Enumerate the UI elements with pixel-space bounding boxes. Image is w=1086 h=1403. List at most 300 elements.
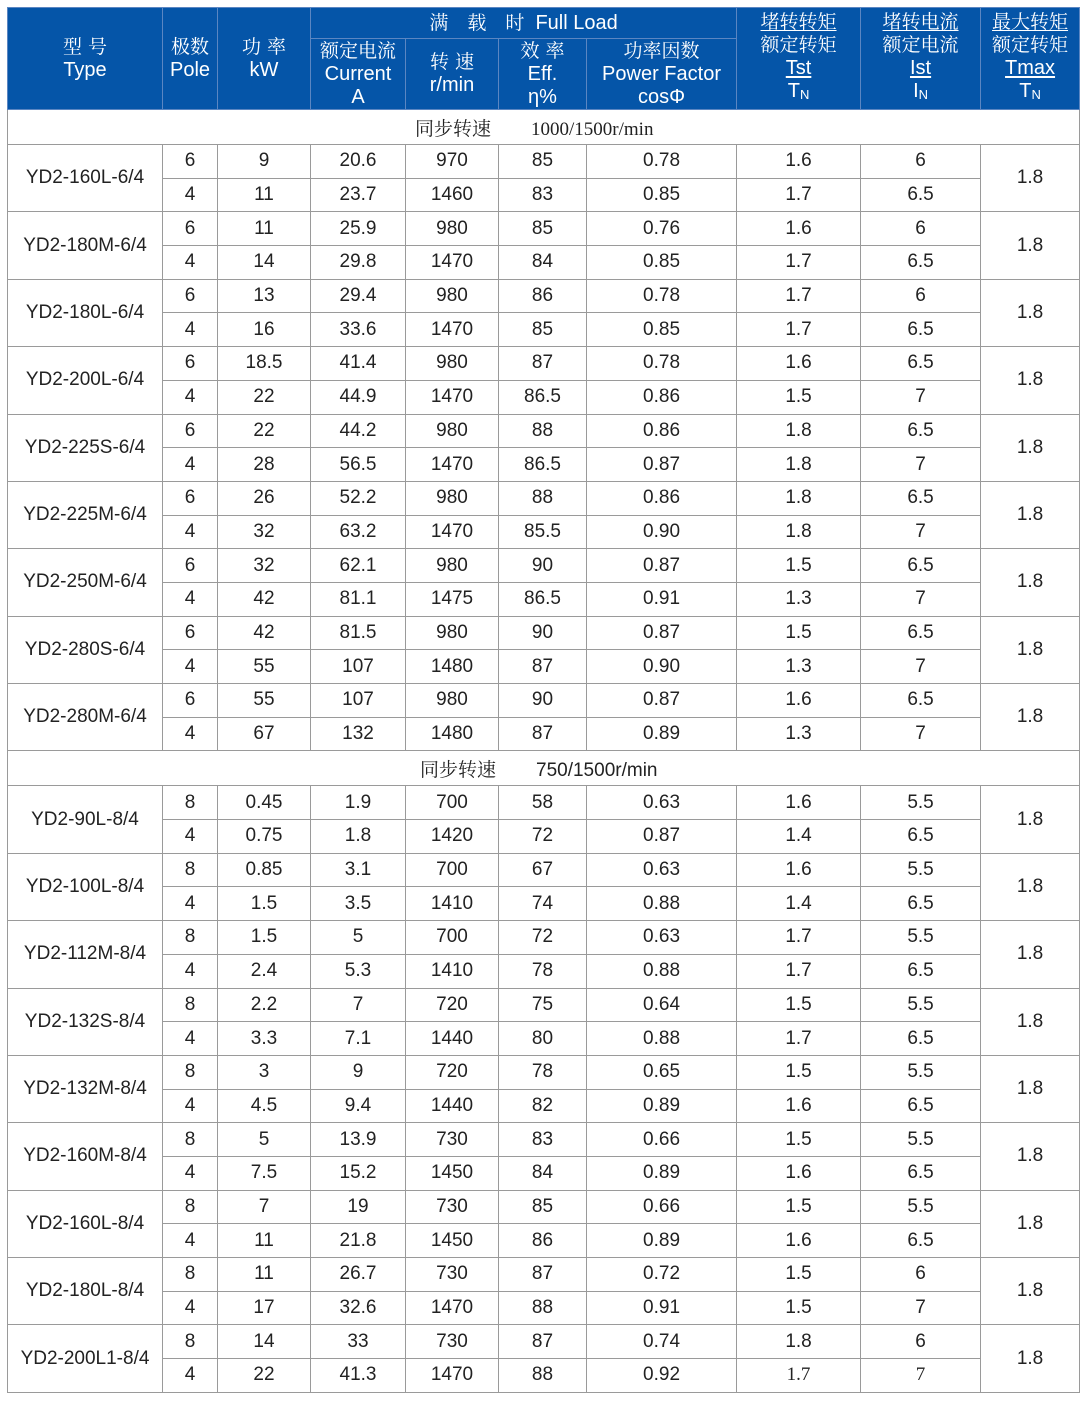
cell-a: 5.3 [311, 954, 406, 988]
cell-tst: 1.7 [737, 1359, 861, 1393]
cell-ist: 6.5 [861, 616, 981, 650]
cell-kw: 1.5 [218, 921, 311, 955]
cell-a: 25.9 [311, 212, 406, 246]
cell-tst: 1.5 [737, 380, 861, 414]
cell-pole: 4 [163, 448, 218, 482]
cell-tst: 1.8 [737, 1325, 861, 1359]
cell-eff: 82 [499, 1089, 587, 1123]
cell-pf: 0.86 [587, 414, 737, 448]
cell-kw: 7 [218, 1190, 311, 1224]
cell-kw: 4.5 [218, 1089, 311, 1123]
cell-pf: 0.63 [587, 921, 737, 955]
cell-rpm: 700 [406, 853, 499, 887]
cell-rpm: 1470 [406, 1359, 499, 1393]
cell-pf: 0.87 [587, 549, 737, 583]
cell-a: 1.9 [311, 786, 406, 820]
cell-pf: 0.85 [587, 313, 737, 347]
cell-tst: 1.7 [737, 954, 861, 988]
cell-tst: 1.6 [737, 1089, 861, 1123]
cell-pf: 0.87 [587, 616, 737, 650]
cell-ist: 6.5 [861, 1224, 981, 1258]
table-row [8, 549, 1080, 583]
cell-pole: 4 [163, 1089, 218, 1123]
cell-a: 41.4 [311, 347, 406, 381]
table-row [8, 853, 1080, 887]
cell-eff: 87 [499, 347, 587, 381]
cell-ist: 6.5 [861, 820, 981, 854]
cell-a: 41.3 [311, 1359, 406, 1393]
cell-model: YD2-250M-6/4 [8, 549, 163, 616]
cell-pole: 8 [163, 1055, 218, 1089]
cell-rpm: 1475 [406, 582, 499, 616]
cell-a: 33.6 [311, 313, 406, 347]
cell-pole: 6 [163, 481, 218, 515]
cell-kw: 14 [218, 246, 311, 280]
section-label-cn: 同步转速 [420, 758, 497, 781]
header-type-cn: 型 号 [62, 35, 108, 58]
cell-kw: 16 [218, 313, 311, 347]
cell-pole: 4 [163, 1156, 218, 1190]
cell-tst: 1.3 [737, 650, 861, 684]
cell-eff: 83 [499, 1123, 587, 1157]
cell-rpm: 1470 [406, 246, 499, 280]
cell-pf: 0.78 [587, 279, 737, 313]
cell-kw: 5 [218, 1123, 311, 1157]
cell-kw: 55 [218, 650, 311, 684]
cell-pf: 0.63 [587, 853, 737, 887]
cell-pole: 4 [163, 246, 218, 280]
cell-rpm: 730 [406, 1123, 499, 1157]
cell-pf: 0.89 [587, 1224, 737, 1258]
cell-rpm: 980 [406, 212, 499, 246]
cell-kw: 32 [218, 515, 311, 549]
cell-kw: 11 [218, 212, 311, 246]
header-pole-en: Pole [169, 58, 211, 81]
cell-eff: 86.5 [499, 380, 587, 414]
cell-eff: 74 [499, 887, 587, 921]
cell-ist: 6 [861, 1325, 981, 1359]
table-row [8, 246, 1080, 280]
cell-eff: 78 [499, 954, 587, 988]
table-row [8, 616, 1080, 650]
cell-eff: 58 [499, 786, 587, 820]
table-row [8, 1291, 1080, 1325]
cell-tmax: 1.8 [981, 1258, 1080, 1325]
cell-kw: 14 [218, 1325, 311, 1359]
cell-eff: 85 [499, 313, 587, 347]
table-row [8, 515, 1080, 549]
cell-kw: 22 [218, 380, 311, 414]
header-current-cn: 额定电流 [319, 39, 396, 62]
table-row [8, 481, 1080, 515]
cell-pole: 6 [163, 279, 218, 313]
cell-ist: 6.5 [861, 1156, 981, 1190]
cell-eff: 87 [499, 1325, 587, 1359]
header-tst-den-t: T [787, 80, 800, 102]
cell-pf: 0.88 [587, 887, 737, 921]
cell-model: YD2-200L-6/4 [8, 347, 163, 414]
cell-eff: 86 [499, 279, 587, 313]
table-row [8, 717, 1080, 751]
cell-eff: 84 [499, 1156, 587, 1190]
table-row [8, 1325, 1080, 1359]
cell-a: 7 [311, 988, 406, 1022]
cell-tst: 1.6 [737, 145, 861, 179]
cell-pole: 8 [163, 1190, 218, 1224]
cell-rpm: 1470 [406, 313, 499, 347]
cell-rpm: 980 [406, 616, 499, 650]
cell-a: 9.4 [311, 1089, 406, 1123]
header-ist [861, 8, 981, 110]
cell-rpm: 1480 [406, 650, 499, 684]
cell-pf: 0.78 [587, 145, 737, 179]
cell-rpm: 1460 [406, 178, 499, 212]
cell-kw: 2.4 [218, 954, 311, 988]
cell-pole: 4 [163, 820, 218, 854]
cell-pf: 0.87 [587, 684, 737, 718]
cell-rpm: 700 [406, 921, 499, 955]
table-row [8, 1123, 1080, 1157]
table-row [8, 887, 1080, 921]
cell-kw: 11 [218, 1258, 311, 1292]
header-tmax-top: 最大转矩 [992, 11, 1069, 33]
cell-model: YD2-200L1-8/4 [8, 1325, 163, 1392]
cell-model: YD2-112M-8/4 [8, 921, 163, 988]
header-pf [587, 39, 737, 110]
cell-rpm: 1420 [406, 820, 499, 854]
cell-kw: 2.2 [218, 988, 311, 1022]
cell-ist: 6.5 [861, 178, 981, 212]
cell-tmax: 1.8 [981, 1123, 1080, 1190]
table-row [8, 313, 1080, 347]
cell-pf: 0.90 [587, 650, 737, 684]
cell-pf: 0.86 [587, 380, 737, 414]
motor-spec-table [7, 7, 1080, 1393]
cell-pole: 6 [163, 684, 218, 718]
cell-a: 107 [311, 650, 406, 684]
cell-tmax: 1.8 [981, 853, 1080, 920]
table-row [8, 448, 1080, 482]
cell-a: 3.1 [311, 853, 406, 887]
cell-ist: 5.5 [861, 1190, 981, 1224]
section-label [8, 110, 1080, 145]
cell-kw: 22 [218, 1359, 311, 1393]
cell-ist: 7 [861, 717, 981, 751]
cell-ist: 5.5 [861, 1123, 981, 1157]
cell-pf: 0.66 [587, 1190, 737, 1224]
cell-pole: 4 [163, 1022, 218, 1056]
cell-model: YD2-225M-6/4 [8, 481, 163, 548]
cell-kw: 32 [218, 549, 311, 583]
cell-kw: 22 [218, 414, 311, 448]
cell-model: YD2-280S-6/4 [8, 616, 163, 683]
cell-a: 1.8 [311, 820, 406, 854]
cell-ist: 6.5 [861, 1022, 981, 1056]
table-row [8, 786, 1080, 820]
header-tst [737, 8, 861, 110]
cell-eff: 90 [499, 616, 587, 650]
cell-pole: 8 [163, 786, 218, 820]
header-pole [163, 8, 218, 110]
cell-eff: 72 [499, 820, 587, 854]
cell-rpm: 730 [406, 1258, 499, 1292]
cell-ist: 6 [861, 279, 981, 313]
cell-pole: 4 [163, 380, 218, 414]
cell-ist: 7 [861, 1359, 981, 1393]
cell-tst: 1.7 [737, 313, 861, 347]
cell-rpm: 1450 [406, 1224, 499, 1258]
cell-a: 5 [311, 921, 406, 955]
cell-rpm: 720 [406, 988, 499, 1022]
cell-a: 21.8 [311, 1224, 406, 1258]
header-tst-den-sub: N [799, 87, 810, 102]
cell-eff: 88 [499, 414, 587, 448]
cell-pole: 4 [163, 650, 218, 684]
cell-tst: 1.5 [737, 1055, 861, 1089]
cell-pole: 4 [163, 313, 218, 347]
header-full-load-cn: 满 载 时 [429, 11, 525, 34]
cell-model: YD2-132S-8/4 [8, 988, 163, 1055]
cell-eff: 88 [499, 481, 587, 515]
cell-a: 44.2 [311, 414, 406, 448]
cell-kw: 0.75 [218, 820, 311, 854]
table-row [8, 380, 1080, 414]
header-tmax-bottom: 额定转矩 [992, 34, 1069, 56]
cell-a: 33 [311, 1325, 406, 1359]
cell-ist: 7 [861, 515, 981, 549]
header-tmax-den-t: T [1019, 80, 1032, 102]
cell-pf: 0.74 [587, 1325, 737, 1359]
cell-pf: 0.89 [587, 1156, 737, 1190]
cell-rpm: 980 [406, 481, 499, 515]
table-row [8, 145, 1080, 179]
cell-pole: 6 [163, 549, 218, 583]
section-label-speed: 750/1500r/min [536, 759, 658, 781]
cell-kw: 26 [218, 481, 311, 515]
cell-tmax: 1.8 [981, 414, 1080, 481]
cell-tst: 1.5 [737, 1291, 861, 1325]
cell-tst: 1.6 [737, 1156, 861, 1190]
cell-model: YD2-180L-6/4 [8, 279, 163, 346]
cell-pole: 4 [163, 1359, 218, 1393]
cell-kw: 9 [218, 145, 311, 179]
cell-pf: 0.64 [587, 988, 737, 1022]
cell-ist: 6.5 [861, 887, 981, 921]
table-row [8, 684, 1080, 718]
cell-rpm: 1470 [406, 448, 499, 482]
header-tst-num: Tst [785, 57, 812, 79]
cell-pole: 6 [163, 212, 218, 246]
table-row [8, 1224, 1080, 1258]
cell-eff: 85.5 [499, 515, 587, 549]
cell-pole: 4 [163, 515, 218, 549]
cell-tst: 1.3 [737, 582, 861, 616]
cell-tst: 1.5 [737, 1258, 861, 1292]
table-header [8, 8, 1080, 110]
cell-model: YD2-90L-8/4 [8, 786, 163, 853]
table-row [8, 954, 1080, 988]
header-tst-bottom: 额定转矩 [760, 34, 837, 56]
cell-tst: 1.5 [737, 988, 861, 1022]
cell-pole: 6 [163, 145, 218, 179]
cell-pf: 0.63 [587, 786, 737, 820]
cell-eff: 90 [499, 684, 587, 718]
cell-kw: 0.45 [218, 786, 311, 820]
cell-tst: 1.4 [737, 887, 861, 921]
cell-ist: 5.5 [861, 921, 981, 955]
cell-model: YD2-132M-8/4 [8, 1055, 163, 1122]
header-eff-en: Eff. [527, 62, 558, 85]
header-power [218, 8, 311, 110]
table-row [8, 1156, 1080, 1190]
cell-a: 9 [311, 1055, 406, 1089]
cell-pf: 0.85 [587, 178, 737, 212]
cell-eff: 86.5 [499, 448, 587, 482]
cell-kw: 18.5 [218, 347, 311, 381]
cell-a: 107 [311, 684, 406, 718]
cell-pole: 8 [163, 921, 218, 955]
header-pf-cn: 功率因数 [623, 39, 700, 62]
cell-pf: 0.72 [587, 1258, 737, 1292]
cell-a: 20.6 [311, 145, 406, 179]
cell-tst: 1.5 [737, 1190, 861, 1224]
cell-a: 32.6 [311, 1291, 406, 1325]
cell-pf: 0.90 [587, 515, 737, 549]
cell-kw: 55 [218, 684, 311, 718]
cell-kw: 67 [218, 717, 311, 751]
cell-pole: 6 [163, 347, 218, 381]
cell-pole: 8 [163, 1258, 218, 1292]
cell-tmax: 1.8 [981, 988, 1080, 1055]
cell-kw: 42 [218, 582, 311, 616]
cell-eff: 87 [499, 717, 587, 751]
cell-pf: 0.88 [587, 1022, 737, 1056]
header-tmax-den [981, 80, 1079, 106]
cell-a: 3.5 [311, 887, 406, 921]
cell-pole: 6 [163, 414, 218, 448]
cell-ist: 6.5 [861, 246, 981, 280]
cell-pf: 0.92 [587, 1359, 737, 1393]
cell-eff: 83 [499, 178, 587, 212]
cell-pf: 0.89 [587, 717, 737, 751]
header-type-en: Type [63, 58, 107, 81]
cell-rpm: 980 [406, 684, 499, 718]
cell-tmax: 1.8 [981, 1325, 1080, 1392]
cell-a: 81.5 [311, 616, 406, 650]
header-current-en: Current [324, 62, 392, 85]
cell-pf: 0.78 [587, 347, 737, 381]
cell-ist: 6.5 [861, 549, 981, 583]
cell-rpm: 970 [406, 145, 499, 179]
section-row [8, 110, 1080, 145]
cell-eff: 88 [499, 1359, 587, 1393]
cell-pf: 0.87 [587, 820, 737, 854]
header-eff [499, 39, 587, 110]
cell-tst: 1.7 [737, 279, 861, 313]
cell-tmax: 1.8 [981, 786, 1080, 853]
cell-kw: 3 [218, 1055, 311, 1089]
cell-rpm: 720 [406, 1055, 499, 1089]
cell-tmax: 1.8 [981, 684, 1080, 751]
header-speed [406, 39, 499, 110]
cell-ist: 6.5 [861, 347, 981, 381]
header-current-unit: A [351, 85, 365, 108]
cell-pf: 0.89 [587, 1089, 737, 1123]
cell-model: YD2-160L-8/4 [8, 1190, 163, 1257]
cell-kw: 42 [218, 616, 311, 650]
cell-ist: 6.5 [861, 481, 981, 515]
cell-pf: 0.87 [587, 448, 737, 482]
cell-kw: 28 [218, 448, 311, 482]
cell-kw: 13 [218, 279, 311, 313]
cell-a: 29.8 [311, 246, 406, 280]
cell-pole: 4 [163, 1291, 218, 1325]
cell-eff: 80 [499, 1022, 587, 1056]
cell-ist: 6 [861, 1258, 981, 1292]
cell-pf: 0.91 [587, 582, 737, 616]
cell-pf: 0.91 [587, 1291, 737, 1325]
cell-tst: 1.6 [737, 347, 861, 381]
cell-ist: 6 [861, 145, 981, 179]
cell-tst: 1.6 [737, 853, 861, 887]
cell-model: YD2-225S-6/4 [8, 414, 163, 481]
table-row [8, 921, 1080, 955]
cell-pole: 8 [163, 1325, 218, 1359]
cell-kw: 3.3 [218, 1022, 311, 1056]
cell-kw: 0.85 [218, 853, 311, 887]
cell-ist: 7 [861, 650, 981, 684]
cell-rpm: 980 [406, 414, 499, 448]
cell-ist: 6.5 [861, 313, 981, 347]
cell-a: 81.1 [311, 582, 406, 616]
cell-a: 7.1 [311, 1022, 406, 1056]
cell-ist: 7 [861, 448, 981, 482]
table-row [8, 1022, 1080, 1056]
cell-kw: 11 [218, 1224, 311, 1258]
cell-a: 56.5 [311, 448, 406, 482]
cell-pole: 8 [163, 988, 218, 1022]
cell-eff: 86 [499, 1224, 587, 1258]
table-body [8, 110, 1080, 1393]
cell-tst: 1.5 [737, 1123, 861, 1157]
section-row [8, 751, 1080, 786]
cell-rpm: 1440 [406, 1089, 499, 1123]
cell-pole: 6 [163, 616, 218, 650]
table-row [8, 1089, 1080, 1123]
cell-pole: 4 [163, 717, 218, 751]
header-power-en: kW [249, 58, 279, 81]
header-ist-num: Ist [909, 57, 932, 79]
cell-a: 23.7 [311, 178, 406, 212]
cell-model: YD2-100L-8/4 [8, 853, 163, 920]
cell-tst: 1.8 [737, 515, 861, 549]
cell-rpm: 1440 [406, 1022, 499, 1056]
cell-eff: 85 [499, 145, 587, 179]
table-row [8, 582, 1080, 616]
cell-a: 44.9 [311, 380, 406, 414]
cell-tmax: 1.8 [981, 921, 1080, 988]
cell-a: 132 [311, 717, 406, 751]
cell-eff: 67 [499, 853, 587, 887]
section-label-cn: 同步转速 [415, 118, 492, 140]
header-ist-top: 堵转电流 [882, 11, 959, 33]
table-row [8, 650, 1080, 684]
cell-ist: 5.5 [861, 1055, 981, 1089]
cell-ist: 7 [861, 1291, 981, 1325]
cell-tmax: 1.8 [981, 616, 1080, 683]
header-tmax-num: Tmax [1005, 57, 1056, 79]
cell-tmax: 1.8 [981, 1190, 1080, 1257]
